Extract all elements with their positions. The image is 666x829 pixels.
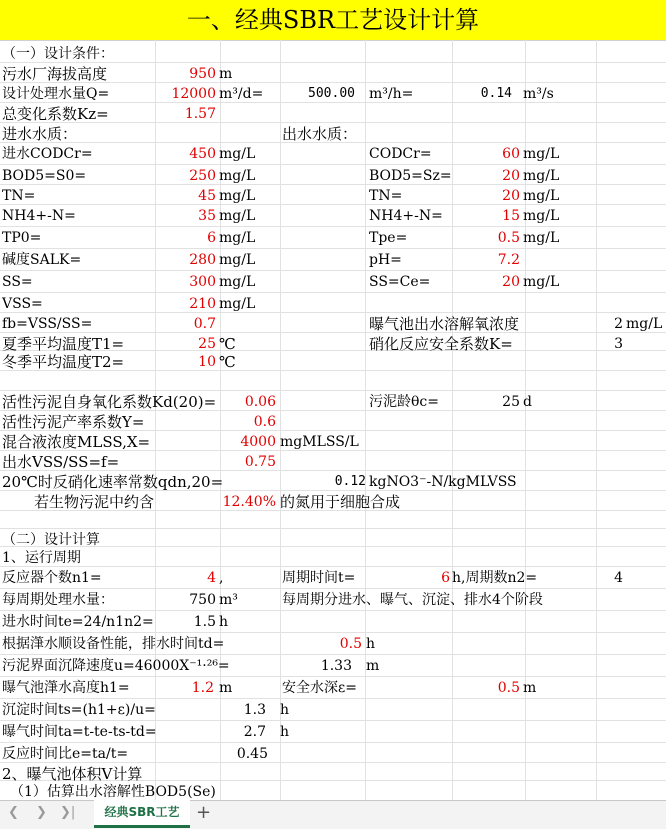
cell[interactable]: 反应时间比e=ta/t= [2,746,129,762]
cell[interactable]: 750 [189,592,216,608]
cell[interactable]: VSS= [2,296,43,312]
cell[interactable]: mg/L [219,230,256,246]
cell[interactable]: 45 [198,188,216,204]
cell[interactable]: m³/h= [369,86,414,102]
cell[interactable]: 6 [207,230,216,246]
cell[interactable]: mg/L [523,208,560,224]
cell[interactable]: 0.12 [334,474,366,489]
cell[interactable]: 450 [189,146,216,162]
cell[interactable]: 反应器个数n1= [2,570,102,586]
cell[interactable]: m [219,66,233,82]
cell[interactable]: 活性污泥自身氧化系数Kd(20)= [2,393,217,411]
cell[interactable]: h [280,702,290,718]
row-line [0,632,666,633]
cell[interactable]: 总变化系数Kz= [2,105,109,123]
cell[interactable]: 0.45 [236,746,268,762]
cell[interactable]: 35 [198,208,216,224]
cell[interactable]: 冬季平均温度T2= [2,353,125,371]
cell[interactable]: 硝化反应安全系数K= [369,335,513,353]
column-line [280,40,281,800]
cell[interactable]: 进水水质： [2,125,78,143]
cell[interactable]: BOD5=Sz= [369,168,452,184]
cell[interactable]: h [366,636,376,652]
sheet-title: 一、经典SBR工艺设计计算 [186,6,480,34]
cell[interactable]: 曝气池出水溶解氧浓度 [369,315,520,333]
cell[interactable]: （一）设计条件： [2,46,114,62]
cell[interactable]: 300 [189,274,216,290]
cell[interactable]: m³/s [523,86,554,102]
cell[interactable]: 4000 [240,434,276,450]
cell[interactable]: 2、曝气池体积V计算 [2,765,143,783]
cell[interactable]: h [280,724,290,740]
cell[interactable]: m [219,680,233,696]
cell[interactable]: h,周期数n2= [452,570,538,586]
cell[interactable]: 活性污泥产率系数Y= [2,413,145,431]
cell[interactable]: mg/L [219,252,256,268]
cell[interactable]: 1.5 [193,614,216,630]
cell[interactable]: ℃ [219,353,236,371]
cell[interactable]: 2 [614,316,623,332]
cell[interactable]: 15 [502,208,520,224]
cell[interactable]: TN= [2,188,36,204]
cell[interactable]: m [366,658,380,674]
column-line [596,40,597,800]
sheet-tab-bar [0,800,666,829]
cell[interactable]: mg/L [523,274,560,290]
nav-next-icon[interactable]: ❯ [36,805,47,820]
row-line [0,226,666,227]
cell[interactable]: 12000 [171,86,216,102]
cell[interactable]: 每周期分进水、曝气、沉淀、排水4个阶段 [282,592,543,608]
row-line [0,164,666,165]
cell[interactable]: 500.00 [308,86,355,101]
nav-prev-icon[interactable]: ❮ [8,805,19,820]
cell[interactable]: 950 [189,66,216,82]
cell[interactable]: fb=VSS/SS= [2,316,93,332]
cell[interactable]: 0.75 [244,454,276,470]
cell[interactable]: 1.57 [184,106,216,122]
cell[interactable]: mg/L [523,168,560,184]
cell[interactable]: TN= [369,188,403,204]
nav-last-icon[interactable]: ❯| [60,805,76,820]
cell[interactable]: mgMLSS/L [280,434,359,450]
cell[interactable]: 安全水深ε= [282,680,357,696]
cell[interactable]: 每周期处理水量： [2,592,114,608]
cell[interactable]: 曝气池潷水高度h1= [2,680,130,696]
cell[interactable]: m [523,680,537,696]
cell[interactable]: mg/L [626,316,663,332]
cell[interactable]: 污泥龄θc= [369,394,439,410]
cell[interactable]: mg/L [523,230,560,246]
cell[interactable]: CODCr= [369,146,432,162]
row-line [0,566,666,567]
cell[interactable]: 60 [502,146,520,162]
cell[interactable]: 根据潷水顺设备性能，排水时间td= [2,636,225,652]
sheet-tab[interactable]: 经典SBR工艺 [94,800,190,828]
cell[interactable]: 设计处理水量Q= [2,86,110,102]
cell[interactable]: 1.2 [191,680,214,696]
cell[interactable]: kgNO3⁻-N/kgMLVSS [369,474,517,490]
cell[interactable]: mg/L [219,208,256,224]
cell[interactable]: m³/d= [219,86,264,102]
cell[interactable]: mg/L [219,296,256,312]
row-line [0,248,666,249]
cell[interactable]: h [219,614,229,630]
cell[interactable]: BOD5=S0= [2,168,87,184]
cell[interactable]: 0.6 [253,414,276,430]
cell[interactable]: 曝气时间ta=t-te-ts-td= [2,724,157,740]
cell[interactable]: pH= [369,252,402,268]
cell[interactable]: 3 [614,336,623,352]
cell[interactable]: 0.06 [244,394,276,410]
cell[interactable]: 4 [207,570,216,586]
cell[interactable]: mg/L [219,274,256,290]
cell[interactable]: 出水VSS/SS=f= [2,453,120,471]
cell[interactable]: 210 [189,296,216,312]
cell[interactable]: mg/L [219,188,256,204]
row-line [0,676,666,677]
cell[interactable]: 20 [502,188,520,204]
cell[interactable]: 沉淀时间ts=(h1+ε)/u= [2,702,156,718]
cell[interactable]: SS= [2,274,33,290]
cell[interactable]: 25 [502,394,520,410]
cell[interactable]: 280 [189,252,216,268]
cell[interactable]: ℃ [219,335,236,353]
cell[interactable]: SS=Ce= [369,274,431,290]
row-line [0,698,666,699]
cell[interactable]: 25 [198,336,216,352]
row-line [0,654,666,655]
row-line [0,588,666,589]
cell[interactable]: 污水厂海拔高度 [2,65,108,83]
cell[interactable]: 10 [198,354,216,370]
cell[interactable]: mg/L [523,188,560,204]
cell[interactable]: （二）设计计算 [2,532,100,548]
cell[interactable]: 20℃时反硝化速率常数qdn,20= [2,473,224,491]
cell[interactable]: 周期时间t= [282,570,356,586]
row-line [0,270,666,271]
cell[interactable]: 20 [502,168,520,184]
cell[interactable]: 进水CODCr= [2,146,93,162]
cell[interactable]: 6 [441,570,450,586]
cell[interactable]: 250 [189,168,216,184]
cell[interactable]: m³ [219,592,238,608]
add-sheet-icon[interactable]: + [196,802,212,823]
cell[interactable]: 4 [614,570,623,586]
cell[interactable]: 0.5 [339,636,362,652]
cell[interactable]: 的氮用于细胞合成 [280,493,401,511]
row-line [0,528,666,529]
cell[interactable]: 出水水质： [282,125,358,143]
cell[interactable]: 混合液浓度MLSS,X= [2,433,151,451]
cell[interactable]: 碱度SALK= [2,252,82,268]
cell[interactable]: TP0= [2,230,42,246]
row-line [0,720,666,721]
cell[interactable]: 若生物污泥中约含 [34,493,155,511]
cell[interactable]: d [523,394,532,410]
cell[interactable]: mg/L [219,146,256,162]
cell[interactable]: 1、运行周期 [2,550,81,566]
cell[interactable]: 0.5 [497,230,520,246]
cell[interactable]: 0.5 [497,680,520,696]
cell[interactable]: 1.3 [243,702,266,718]
cell[interactable]: 1.33 [320,658,352,674]
cell[interactable]: （1）估算出水溶解性BOD5(Se) [10,784,216,800]
cell[interactable]: 0.14 [480,86,512,101]
cell[interactable]: 12.40% [222,494,276,510]
cell[interactable]: 污泥界面沉降速度u=46000X⁻¹·²⁶= [2,658,230,674]
cell[interactable]: 7.2 [497,252,520,268]
cell[interactable]: 夏季平均温度T1= [2,335,125,353]
cell[interactable]: 20 [502,274,520,290]
cell[interactable]: mg/L [219,168,256,184]
cell[interactable]: , [219,570,224,586]
row-line [0,610,666,611]
row-line [0,742,666,743]
cell[interactable]: 0.7 [193,316,216,332]
cell[interactable]: 进水时间te=24/n1n2= [2,614,154,630]
cell[interactable]: NH4+-N= [2,208,76,224]
row-line [0,292,666,293]
cell[interactable]: NH4+-N= [369,208,443,224]
cell[interactable]: Tpe= [369,230,408,246]
title-cell[interactable] [0,0,666,41]
cell[interactable]: mg/L [523,146,560,162]
row-line [0,390,666,391]
cell[interactable]: 2.7 [243,724,266,740]
